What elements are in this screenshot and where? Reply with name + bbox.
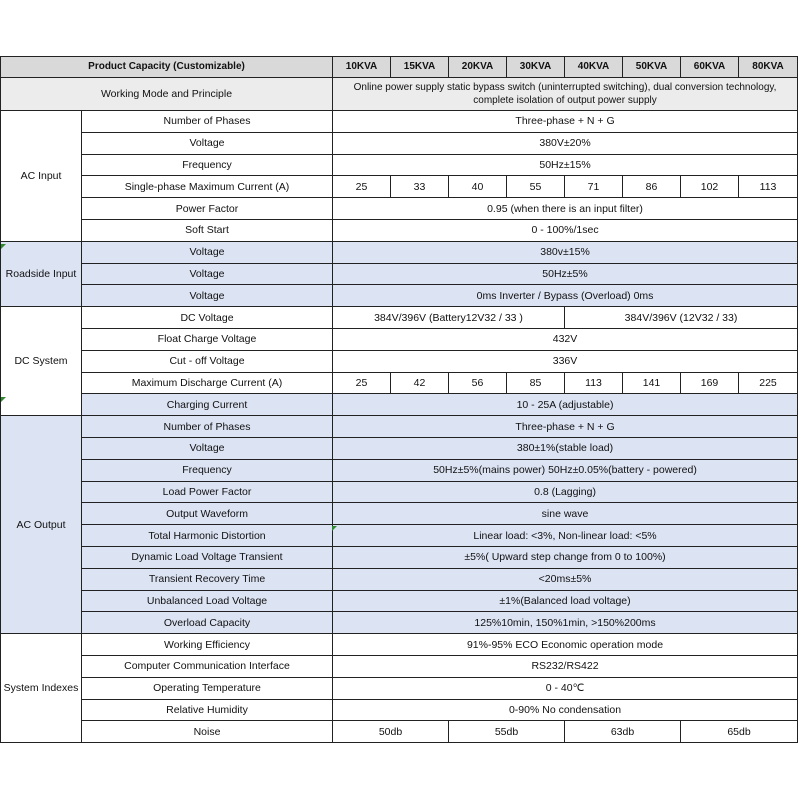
working-mode-row <box>1 78 798 111</box>
row-label: Number of Phases <box>82 111 333 133</box>
spec-value: 125%10min, 150%1min, >150%200ms <box>333 612 798 634</box>
spec-row <box>1 132 798 154</box>
spec-row <box>1 634 798 656</box>
spec-table-body <box>1 57 798 743</box>
spec-row <box>1 590 798 612</box>
spec-row <box>1 503 798 525</box>
row-label: Maximum Discharge Current (A) <box>82 372 333 394</box>
spec-row <box>1 285 798 307</box>
product-capacity-header: Product Capacity (Customizable) <box>1 57 333 78</box>
row-label: Overload Capacity <box>82 612 333 634</box>
spec-row <box>1 416 798 438</box>
spec-row <box>1 677 798 699</box>
spec-value: 0.8 (Lagging) <box>333 481 798 503</box>
row-label: Working Efficiency <box>82 634 333 656</box>
spec-value: 0.95 (when there is an input filter) <box>333 198 798 220</box>
row-label: Operating Temperature <box>82 677 333 699</box>
spec-row <box>1 721 798 743</box>
spec-row <box>1 307 798 329</box>
spec-value: <20ms±5% <box>333 568 798 590</box>
spec-row <box>1 176 798 198</box>
split-value: 384V/396V (12V32 / 33) <box>565 307 798 329</box>
row-label: Frequency <box>82 459 333 481</box>
spec-value: 380±1%(stable load) <box>333 437 798 459</box>
spec-value: Three-phase + N + G <box>333 416 798 438</box>
model-header: 30KVA <box>507 57 565 78</box>
model-value: 55 <box>507 176 565 198</box>
spec-value: sine wave <box>333 503 798 525</box>
spec-value: 50Hz±5% <box>333 263 798 285</box>
cell-comment-marker <box>332 526 337 531</box>
row-label: Load Power Factor <box>82 481 333 503</box>
row-label: Frequency <box>82 154 333 176</box>
row-label: Dynamic Load Voltage Transient <box>82 546 333 568</box>
spec-value: 0ms Inverter / Bypass (Overload) 0ms <box>333 285 798 307</box>
row-label: Power Factor <box>82 198 333 220</box>
model-value: 71 <box>565 176 623 198</box>
spec-value: 432V <box>333 328 798 350</box>
header-row <box>1 57 798 78</box>
row-label: Voltage <box>82 241 333 263</box>
spec-row <box>1 525 798 547</box>
model-value: 56 <box>449 372 507 394</box>
spec-row <box>1 154 798 176</box>
spec-value: 50Hz±5%(mains power) 50Hz±0.05%(battery - powered) <box>333 459 798 481</box>
pair-value: 63db <box>565 721 681 743</box>
row-label: Voltage <box>82 285 333 307</box>
row-label: Noise <box>82 721 333 743</box>
spec-value: 380v±15% <box>333 241 798 263</box>
spec-row <box>1 459 798 481</box>
model-value: 42 <box>391 372 449 394</box>
model-value: 25 <box>333 372 391 394</box>
row-label: Total Harmonic Distortion <box>82 525 333 547</box>
row-label: Voltage <box>82 132 333 154</box>
spec-row <box>1 111 798 133</box>
spec-value: 50Hz±15% <box>333 154 798 176</box>
group-label: AC Output <box>1 416 82 634</box>
split-value: 384V/396V (Battery12V32 / 33 ) <box>333 307 565 329</box>
model-header: 60KVA <box>681 57 739 78</box>
spec-table <box>0 56 798 743</box>
working-mode-label: Working Mode and Principle <box>1 78 333 111</box>
pair-value: 50db <box>333 721 449 743</box>
model-header: 10KVA <box>333 57 391 78</box>
spec-row <box>1 437 798 459</box>
group-label: AC Input <box>1 111 82 242</box>
model-value: 33 <box>391 176 449 198</box>
model-value: 141 <box>623 372 681 394</box>
spec-row <box>1 568 798 590</box>
spec-value: RS232/RS422 <box>333 655 798 677</box>
model-value: 86 <box>623 176 681 198</box>
spec-value: Three-phase + N + G <box>333 111 798 133</box>
pair-value: 65db <box>681 721 798 743</box>
group-label: Roadside Input <box>1 241 82 306</box>
spec-value: 10 - 25A (adjustable) <box>333 394 798 416</box>
spec-row <box>1 655 798 677</box>
cell-comment-marker <box>1 397 6 402</box>
spec-row <box>1 219 798 241</box>
spec-value: 336V <box>333 350 798 372</box>
model-value: 85 <box>507 372 565 394</box>
spec-row <box>1 328 798 350</box>
model-value: 102 <box>681 176 739 198</box>
spec-row <box>1 612 798 634</box>
group-label: DC System <box>1 307 82 416</box>
working-mode-value: Online power supply static bypass switch (uninterrupted switching), dual conversion technology, complete isolation of output power supply <box>333 78 798 111</box>
row-label: Transient Recovery Time <box>82 568 333 590</box>
model-value: 25 <box>333 176 391 198</box>
spec-row <box>1 481 798 503</box>
spec-value: 0-90% No condensation <box>333 699 798 721</box>
pair-value: 55db <box>449 721 565 743</box>
row-label: Output Waveform <box>82 503 333 525</box>
row-label: Cut - off Voltage <box>82 350 333 372</box>
model-header: 80KVA <box>739 57 798 78</box>
model-header: 50KVA <box>623 57 681 78</box>
model-header: 40KVA <box>565 57 623 78</box>
row-label: Unbalanced Load Voltage <box>82 590 333 612</box>
spec-row <box>1 241 798 263</box>
row-label: Float Charge Voltage <box>82 328 333 350</box>
row-label: Computer Communication Interface <box>82 655 333 677</box>
spec-value: ±1%(Balanced load voltage) <box>333 590 798 612</box>
spec-value: ±5%( Upward step change from 0 to 100%) <box>333 546 798 568</box>
row-label: DC Voltage <box>82 307 333 329</box>
spec-row <box>1 699 798 721</box>
group-label: System Indexes <box>1 634 82 743</box>
spec-row <box>1 546 798 568</box>
model-header: 20KVA <box>449 57 507 78</box>
row-label: Voltage <box>82 263 333 285</box>
cell-comment-marker <box>1 244 6 249</box>
spec-row <box>1 394 798 416</box>
model-value: 169 <box>681 372 739 394</box>
model-header: 15KVA <box>391 57 449 78</box>
spec-value: 0 - 100%/1sec <box>333 219 798 241</box>
spec-row <box>1 350 798 372</box>
spec-row <box>1 198 798 220</box>
spec-value: Linear load: <3%, Non-linear load: <5% <box>333 525 798 547</box>
spec-value: 380V±20% <box>333 132 798 154</box>
spec-row <box>1 372 798 394</box>
row-label: Relative Humidity <box>82 699 333 721</box>
model-value: 225 <box>739 372 798 394</box>
row-label: Number of Phases <box>82 416 333 438</box>
model-value: 40 <box>449 176 507 198</box>
model-value: 113 <box>565 372 623 394</box>
row-label: Charging Current <box>82 394 333 416</box>
spec-row <box>1 263 798 285</box>
spec-value: 0 - 40℃ <box>333 677 798 699</box>
model-value: 113 <box>739 176 798 198</box>
spec-value: 91%-95% ECO Economic operation mode <box>333 634 798 656</box>
row-label: Single-phase Maximum Current (A) <box>82 176 333 198</box>
row-label: Voltage <box>82 437 333 459</box>
row-label: Soft Start <box>82 219 333 241</box>
